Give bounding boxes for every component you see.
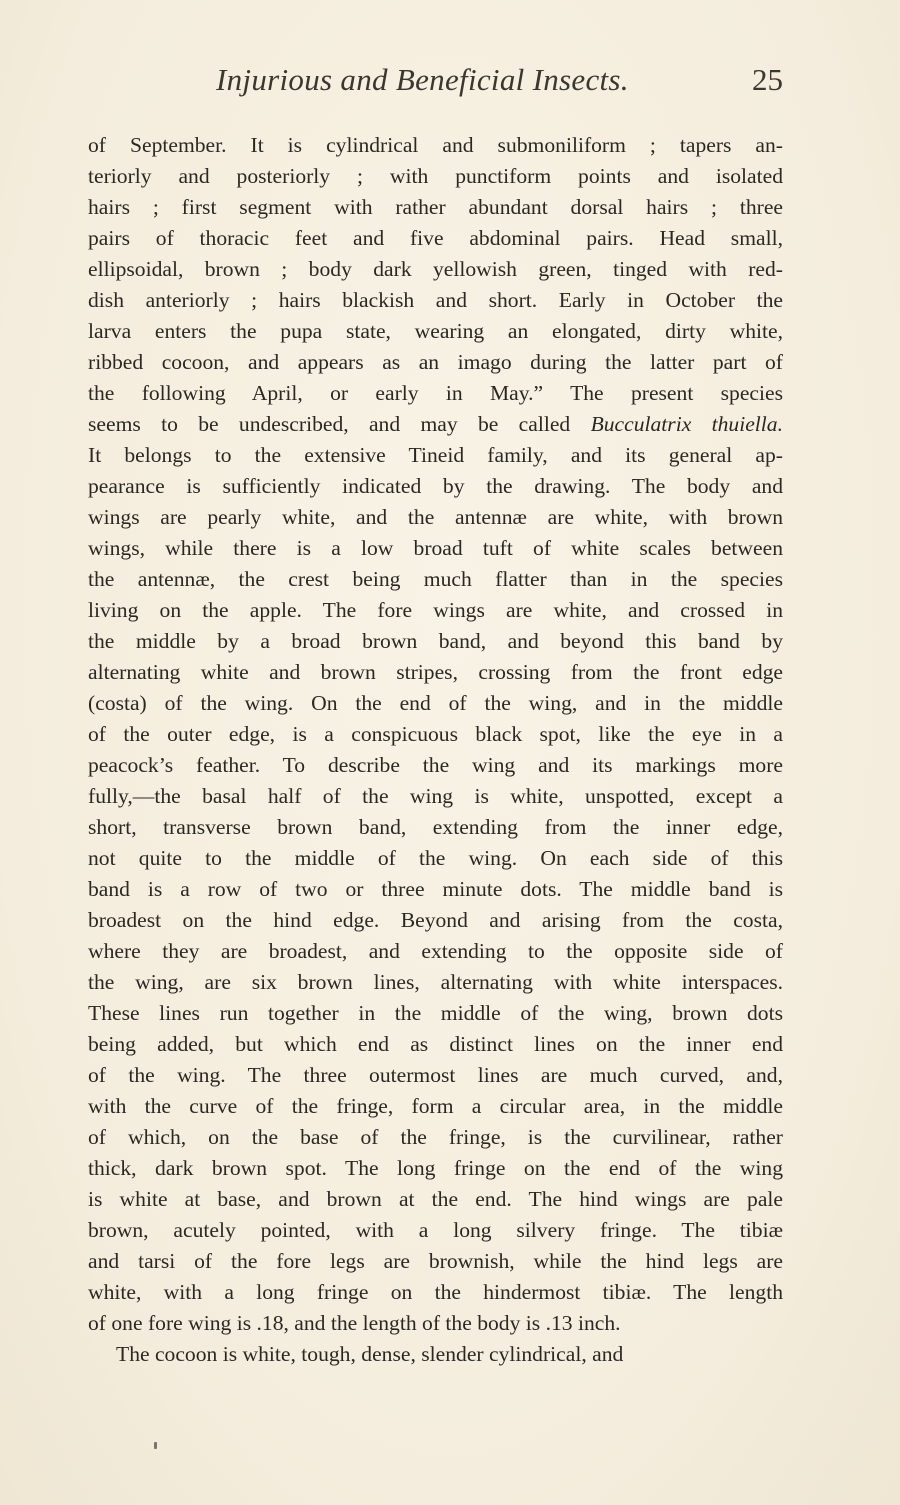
- text-line: with the curve of the fringe, form a circular area, in the middle: [88, 1094, 783, 1118]
- text-line-species: [88, 409, 783, 440]
- text-line: ellipsoidal, brown ; body dark yellowish green, tinged with red-: [88, 257, 783, 281]
- running-title: Injurious and Beneficial Insects.: [216, 62, 629, 97]
- text-line: pairs of thoracic feet and five abdominal pairs. Head small,: [88, 226, 783, 250]
- text-line: the antennæ, the crest being much flatter than in the species: [88, 567, 783, 591]
- text-line-paragraph-start: The cocoon is white, tough, dense, slender cylindrical, and: [116, 1342, 624, 1366]
- text-line: alternating white and brown stripes, crossing from the front edge: [88, 660, 783, 684]
- running-head: [88, 62, 783, 106]
- text-line: hairs ; first segment with rather abundant dorsal hairs ; three: [88, 195, 783, 219]
- text-line: is white at base, and brown at the end. The hind wings are pale: [88, 1187, 783, 1211]
- text-line: not quite to the middle of the wing. On each side of this: [88, 846, 783, 870]
- text-line: larva enters the pupa state, wearing an elongated, dirty white,: [88, 319, 783, 343]
- text-line: brown, acutely pointed, with a long silvery fringe. The tibiæ: [88, 1218, 783, 1242]
- text-line: of September. It is cylindrical and submoniliform ; tapers an-: [88, 133, 783, 157]
- text-line: wings are pearly white, and the antennæ are white, with brown: [88, 505, 783, 529]
- text-line: It belongs to the extensive Tineid family, and its general ap-: [88, 443, 783, 467]
- text-line: living on the apple. The fore wings are white, and crossed in: [88, 598, 783, 622]
- text-line: (costa) of the wing. On the end of the wing, and in the middle: [88, 691, 783, 715]
- text-line: of which, on the base of the fringe, is the curvilinear, rather: [88, 1125, 783, 1149]
- text-line: wings, while there is a low broad tuft of white scales between: [88, 536, 783, 560]
- text-line: short, transverse brown band, extending from the inner edge,: [88, 815, 783, 839]
- body-text: [88, 130, 783, 1370]
- species-prefix: seems to be undescribed, and may be called: [88, 412, 591, 436]
- text-line: thick, dark brown spot. The long fringe on the end of the wing: [88, 1156, 783, 1180]
- text-line: teriorly and posteriorly ; with punctiform points and isolated: [88, 164, 783, 188]
- text-line: peacock’s feather. To describe the wing and its markings more: [88, 753, 783, 777]
- text-line: the middle by a broad brown band, and beyond this band by: [88, 629, 783, 653]
- text-line: broadest on the hind edge. Beyond and arising from the costa,: [88, 908, 783, 932]
- page-number: 25: [752, 62, 783, 97]
- text-line: the wing, are six brown lines, alternating with white interspaces.: [88, 970, 783, 994]
- text-line: and tarsi of the fore legs are brownish, while the hind legs are: [88, 1249, 783, 1273]
- text-line: band is a row of two or three minute dots. The middle band is: [88, 877, 783, 901]
- species-name: Bucculatrix thuiella.: [590, 412, 783, 436]
- text-line: the following April, or early in May.” The present species: [88, 381, 783, 405]
- text-line: where they are broadest, and extending to the opposite side of: [88, 939, 783, 963]
- text-line: pearance is sufficiently indicated by the drawing. The body and: [88, 474, 783, 498]
- text-line: of the outer edge, is a conspicuous black spot, like the eye in a: [88, 722, 783, 746]
- text-line: white, with a long fringe on the hindermost tibiæ. The length: [88, 1280, 783, 1304]
- text-line: of one fore wing is .18, and the length of the body is .13 inch.: [88, 1311, 621, 1335]
- text-line: These lines run together in the middle of the wing, brown dots: [88, 1001, 783, 1025]
- text-line: of the wing. The three outermost lines are much curved, and,: [88, 1063, 783, 1087]
- text-line: ribbed cocoon, and appears as an imago during the latter part of: [88, 350, 783, 374]
- text-line: dish anteriorly ; hairs blackish and short. Early in October the: [88, 288, 783, 312]
- text-line: fully,—the basal half of the wing is white, unspotted, except a: [88, 784, 783, 808]
- ink-speck: [154, 1442, 157, 1449]
- text-line: being added, but which end as distinct lines on the inner end: [88, 1032, 783, 1056]
